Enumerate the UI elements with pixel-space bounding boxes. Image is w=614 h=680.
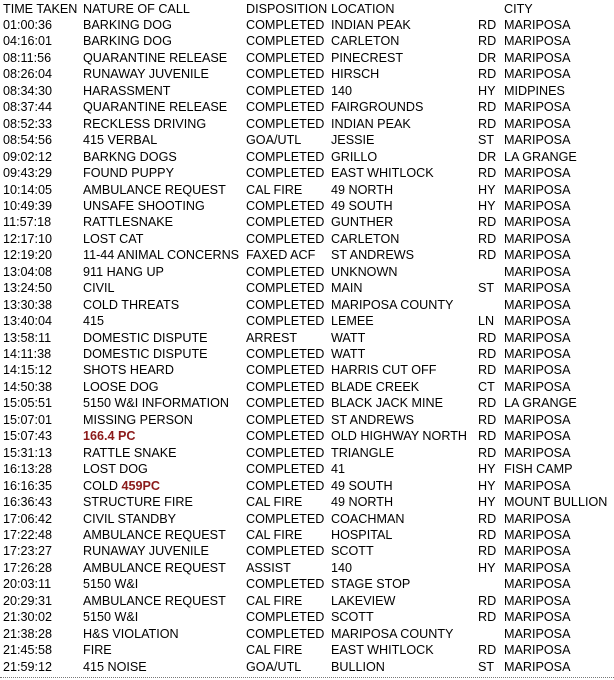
disposition-cell: COMPLETED [246,511,325,526]
nature-cell: LOOSE DOG [83,379,159,394]
nature-cell: LOST CAT [83,231,144,246]
nature-cell: BARKING DOG [83,34,172,49]
location-cell: GUNTHER [331,215,394,230]
nature-cell: RATTLE SNAKE [83,445,177,460]
disposition-cell: COMPLETED [246,478,325,493]
location-cell: COACHMAN [331,511,405,526]
time-cell: 08:54:56 [3,133,53,148]
city-cell: MARIPOSA [504,527,571,542]
table-row [0,50,614,66]
disposition-cell: COMPLETED [246,610,325,625]
disposition-cell: COMPLETED [246,445,325,460]
street-suffix-cell: RD [478,527,497,542]
location-cell: HIRSCH [331,67,380,82]
city-cell: MARIPOSA [504,198,571,213]
street-suffix-cell: ST [478,659,495,674]
disposition-cell: COMPLETED [246,231,325,246]
street-suffix-cell: RD [478,215,497,230]
street-suffix-cell: RD [478,643,497,658]
location-cell: UNKNOWN [331,264,398,279]
time-cell: 13:40:04 [3,314,53,329]
nature-cell: AMBULANCE REQUEST [83,560,226,575]
disposition-cell: COMPLETED [246,67,325,82]
nature-cell: MISSING PERSON [83,412,193,427]
disposition-cell: COMPLETED [246,50,325,65]
city-cell: MARIPOSA [504,100,571,115]
city-cell: MARIPOSA [504,264,571,279]
city-cell: MARIPOSA [504,659,571,674]
street-suffix-cell: DR [478,149,497,164]
location-cell: TRIANGLE [331,445,394,460]
city-cell: MIDPINES [504,83,565,98]
city-cell: MARIPOSA [504,297,571,312]
city-cell: MARIPOSA [504,67,571,82]
time-cell: 14:11:38 [3,347,52,361]
table-row [0,626,614,642]
city-cell: FISH CAMP [504,462,573,477]
table-row [0,198,614,214]
disposition-cell: COMPLETED [246,215,325,230]
time-cell: 20:29:31 [3,593,53,608]
city-cell: MARIPOSA [504,610,571,625]
table-row [0,231,614,247]
nature-cell: COLD THREATS [83,297,180,312]
location-cell: MARIPOSA COUNTY [331,297,454,312]
table-row [0,379,614,395]
table-row [0,461,614,477]
table-row [0,543,614,559]
nature-cell: DOMESTIC DISPUTE [83,347,208,361]
nature-cell: RUNAWAY JUVENILE [83,67,209,82]
nature-cell: BARKNG DOGS [83,149,177,164]
street-suffix-cell: HY [478,560,496,575]
nature-cell: 166.4 PC [83,429,136,444]
city-cell: MARIPOSA [504,511,571,526]
nature-cell: STRUCTURE FIRE [83,495,193,510]
city-cell: MARIPOSA [504,330,571,345]
location-cell: 140 [331,83,353,98]
table-row [0,642,614,658]
location-cell: SCOTT [331,610,374,625]
time-cell: 14:15:12 [3,363,53,378]
nature-cell: 5150 W&I [83,610,139,625]
disposition-cell: ARREST [246,330,298,345]
city-cell: MARIPOSA [504,18,571,32]
city-cell: MARIPOSA [504,50,571,65]
nature-cell: AMBULANCE REQUEST [83,593,226,608]
location-cell: HOSPITAL [331,527,393,542]
header-city: CITY [504,2,533,16]
location-cell: HARRIS CUT OFF [331,363,437,378]
location-cell: INDIAN PEAK [331,18,411,32]
nature-cell: 5150 W&I [83,577,139,592]
table-row [0,494,614,510]
nature-cell: UNSAFE SHOOTING [83,198,205,213]
disposition-cell: COMPLETED [246,626,325,641]
table-row [0,576,614,592]
city-cell: MARIPOSA [504,379,571,394]
city-cell: MARIPOSA [504,231,571,246]
disposition-cell: COMPLETED [246,297,325,312]
nature-cell: CIVIL [83,281,115,296]
street-suffix-cell: RD [478,593,497,608]
disposition-cell: FAXED ACF [246,248,316,263]
location-cell: LAKEVIEW [331,593,396,608]
location-cell: FAIRGROUNDS [331,100,424,115]
location-cell: BULLION [331,659,385,674]
street-suffix-cell: HY [478,478,496,493]
time-cell: 08:52:33 [3,116,53,131]
disposition-cell: COMPLETED [246,34,325,49]
nature-cell: SHOTS HEARD [83,363,174,378]
street-suffix-cell: RD [478,429,497,444]
time-cell: 08:11:56 [3,50,52,65]
nature-cell: 415 NOISE [83,659,147,674]
table-row [0,560,614,576]
time-cell: 13:30:38 [3,297,53,312]
street-suffix-cell: ST [478,133,495,148]
header-disposition: DISPOSITION [246,2,328,16]
time-cell: 13:58:11 [3,330,52,345]
time-cell: 15:07:01 [3,412,53,427]
location-cell: 140 [331,560,353,575]
table-row [0,659,614,675]
city-cell: MARIPOSA [504,34,571,49]
street-suffix-cell: RD [478,412,497,427]
location-cell: STAGE STOP [331,577,411,592]
time-cell: 17:23:27 [3,544,53,559]
time-cell: 13:24:50 [3,281,53,296]
table-row [0,609,614,625]
table-row [0,33,614,49]
disposition-cell: COMPLETED [246,314,325,329]
table-row [0,593,614,609]
disposition-cell: GOA/UTL [246,659,302,674]
table-row [0,66,614,82]
city-cell: MARIPOSA [504,412,571,427]
city-cell: MOUNT BULLION [504,495,608,510]
time-cell: 17:06:42 [3,511,53,526]
table-row [0,17,614,33]
disposition-cell: COMPLETED [246,18,325,32]
time-cell: 11:57:18 [3,215,52,230]
time-cell: 21:45:58 [3,643,53,658]
time-cell: 10:14:05 [3,182,53,197]
disposition-cell: COMPLETED [246,166,325,181]
nature-cell: FOUND PUPPY [83,166,174,181]
street-suffix-cell: RD [478,511,497,526]
time-cell: 16:13:28 [3,462,53,477]
nature-cell: FIRE [83,643,112,658]
nature-text: COLD [83,478,122,493]
header-location: LOCATION [331,2,395,16]
location-cell: JESSIE [331,133,375,148]
time-cell: 17:26:28 [3,560,53,575]
street-suffix-cell: CT [478,379,495,394]
table-row [0,280,614,296]
city-cell: MARIPOSA [504,215,571,230]
location-cell: EAST WHITLOCK [331,166,434,181]
city-cell: MARIPOSA [504,116,571,131]
street-suffix-cell: RD [478,67,497,82]
disposition-cell: COMPLETED [246,577,325,592]
street-suffix-cell: RD [478,166,497,181]
table-row [0,478,614,494]
nature-cell: H&S VIOLATION [83,626,179,641]
disposition-cell: COMPLETED [246,462,325,477]
city-cell: MARIPOSA [504,248,571,263]
location-cell: 49 SOUTH [331,478,393,493]
city-cell: MARIPOSA [504,347,571,361]
disposition-cell: COMPLETED [246,198,325,213]
disposition-cell: COMPLETED [246,396,325,411]
disposition-cell: COMPLETED [246,429,325,444]
disposition-cell: COMPLETED [246,412,325,427]
disposition-cell: COMPLETED [246,379,325,394]
street-suffix-cell: HY [478,182,496,197]
street-suffix-cell: ST [478,281,495,296]
time-cell: 08:37:44 [3,100,53,115]
location-cell: ST ANDREWS [331,412,415,427]
table-row [0,297,614,313]
street-suffix-cell: RD [478,248,497,263]
time-cell: 12:19:20 [3,248,53,263]
disposition-cell: COMPLETED [246,544,325,559]
nature-cell: CIVIL STANDBY [83,511,177,526]
street-suffix-cell: HY [478,198,496,213]
location-cell: BLADE CREEK [331,379,420,394]
location-cell: ST ANDREWS [331,248,415,263]
table-row [0,445,614,461]
street-suffix-cell: RD [478,610,497,625]
nature-highlight-text: 459PC [121,478,161,493]
street-suffix-cell: LN [478,314,495,329]
location-cell: BLACK JACK MINE [331,396,443,411]
nature-cell: 415 VERBAL [83,133,158,148]
table-row [0,83,614,99]
location-cell: 49 NORTH [331,495,394,510]
city-cell: MARIPOSA [504,314,571,329]
time-cell: 21:59:12 [3,659,53,674]
time-cell: 16:36:43 [3,495,53,510]
time-cell: 15:05:51 [3,396,53,411]
time-cell: 08:26:04 [3,67,53,82]
city-cell: MARIPOSA [504,560,571,575]
location-cell: 41 [331,462,346,477]
time-cell: 10:49:39 [3,198,53,213]
table-row [0,149,614,165]
street-suffix-cell: HY [478,462,496,477]
street-suffix-cell: HY [478,495,496,510]
city-cell: LA GRANGE [504,396,577,411]
table-row [0,264,614,280]
street-suffix-cell: RD [478,363,497,378]
location-cell: EAST WHITLOCK [331,643,434,658]
city-cell: MARIPOSA [504,166,571,181]
nature-cell: RATTLESNAKE [83,215,174,230]
nature-cell: 415 [83,314,105,329]
nature-cell: 911 HANG UP [83,264,164,279]
city-cell: MARIPOSA [504,363,571,378]
table-row [0,428,614,444]
table-row [0,165,614,181]
location-cell: CARLETON [331,231,400,246]
time-cell: 04:16:01 [3,34,53,49]
location-cell: OLD HIGHWAY NORTH [331,429,467,444]
disposition-cell: COMPLETED [246,264,325,279]
street-suffix-cell: RD [478,231,497,246]
street-suffix-cell: RD [478,396,497,411]
disposition-cell: COMPLETED [246,363,325,378]
time-cell: 09:02:12 [3,149,53,164]
location-cell: WATT [331,347,366,361]
table-row [0,412,614,428]
street-suffix-cell: RD [478,544,497,559]
table-row [0,362,614,378]
nature-cell: DOMESTIC DISPUTE [83,330,208,345]
city-cell: MARIPOSA [504,643,571,658]
nature-cell: 11-44 ANIMAL CONCERNS [83,248,240,263]
street-suffix-cell: RD [478,34,497,49]
city-cell: MARIPOSA [504,182,571,197]
disposition-cell: COMPLETED [246,116,325,131]
disposition-cell: COMPLETED [246,83,325,98]
location-cell: MAIN [331,281,363,296]
city-cell: MARIPOSA [504,544,571,559]
nature-cell: AMBULANCE REQUEST [83,527,226,542]
nature-cell: 5150 W&I INFORMATION [83,396,230,411]
header-nature: NATURE OF CALL [83,2,190,16]
city-cell: MARIPOSA [504,626,571,641]
table-row [0,330,614,346]
time-cell: 16:16:35 [3,478,53,493]
disposition-cell: CAL FIRE [246,593,303,608]
disposition-cell: GOA/UTL [246,133,302,148]
nature-cell: HARASSMENT [83,83,171,98]
time-cell: 08:34:30 [3,83,53,98]
city-cell: MARIPOSA [504,478,571,493]
location-cell: LEMEE [331,314,374,329]
disposition-cell: COMPLETED [246,281,325,296]
disposition-cell: CAL FIRE [246,182,303,197]
nature-cell: BARKING DOG [83,18,172,32]
street-suffix-cell: RD [478,330,497,345]
time-cell: 21:30:02 [3,610,53,625]
city-cell: MARIPOSA [504,429,571,444]
city-cell: MARIPOSA [504,281,571,296]
disposition-cell: CAL FIRE [246,495,303,510]
location-cell: GRILLO [331,149,378,164]
time-cell: 15:31:13 [3,445,53,460]
street-suffix-cell: RD [478,18,497,32]
table-row [0,527,614,543]
nature-cell: LOST DOG [83,462,148,477]
nature-cell-group [83,478,160,494]
table-row [0,214,614,230]
city-cell: LA GRANGE [504,149,577,164]
disposition-cell: ASSIST [246,560,291,575]
time-cell: 21:38:28 [3,626,53,641]
time-cell: 12:17:10 [3,231,53,246]
street-suffix-cell: HY [478,83,496,98]
disposition-cell: COMPLETED [246,100,325,115]
table-row [0,132,614,148]
table-row [0,99,614,115]
city-cell: MARIPOSA [504,133,571,148]
table-row [0,247,614,263]
table-row [0,395,614,411]
city-cell: MARIPOSA [504,445,571,460]
disposition-cell: COMPLETED [246,149,325,164]
header-time: TIME TAKEN [3,2,78,16]
table-row [0,116,614,132]
nature-cell: AMBULANCE REQUEST [83,182,226,197]
disposition-cell: CAL FIRE [246,527,303,542]
street-suffix-cell: RD [478,445,497,460]
location-cell: PINECREST [331,50,404,65]
location-cell: 49 SOUTH [331,198,393,213]
location-cell: 49 NORTH [331,182,394,197]
bottom-rule [0,677,614,678]
time-cell: 13:04:08 [3,264,53,279]
location-cell: INDIAN PEAK [331,116,411,131]
city-cell: MARIPOSA [504,593,571,608]
time-cell: 20:03:11 [3,577,52,592]
location-cell: WATT [331,330,366,345]
time-cell: 17:22:48 [3,527,53,542]
nature-cell: QUARANTINE RELEASE [83,100,228,115]
table-row [0,511,614,527]
table-row [0,313,614,329]
disposition-cell: CAL FIRE [246,643,303,658]
nature-cell: RUNAWAY JUVENILE [83,544,209,559]
table-row [0,346,614,362]
street-suffix-cell: RD [478,347,497,361]
location-cell: CARLETON [331,34,400,49]
location-cell: SCOTT [331,544,374,559]
city-cell: MARIPOSA [504,577,571,592]
street-suffix-cell: RD [478,100,497,115]
street-suffix-cell: RD [478,116,497,131]
time-cell: 14:50:38 [3,379,53,394]
disposition-cell: COMPLETED [246,347,325,361]
table-row [0,182,614,198]
time-cell: 15:07:43 [3,429,53,444]
nature-cell: QUARANTINE RELEASE [83,50,228,65]
time-cell: 01:00:36 [3,18,53,32]
location-cell: MARIPOSA COUNTY [331,626,454,641]
street-suffix-cell: DR [478,50,497,65]
time-cell: 09:43:29 [3,166,53,181]
header-row [0,1,614,17]
nature-cell: RECKLESS DRIVING [83,116,207,131]
